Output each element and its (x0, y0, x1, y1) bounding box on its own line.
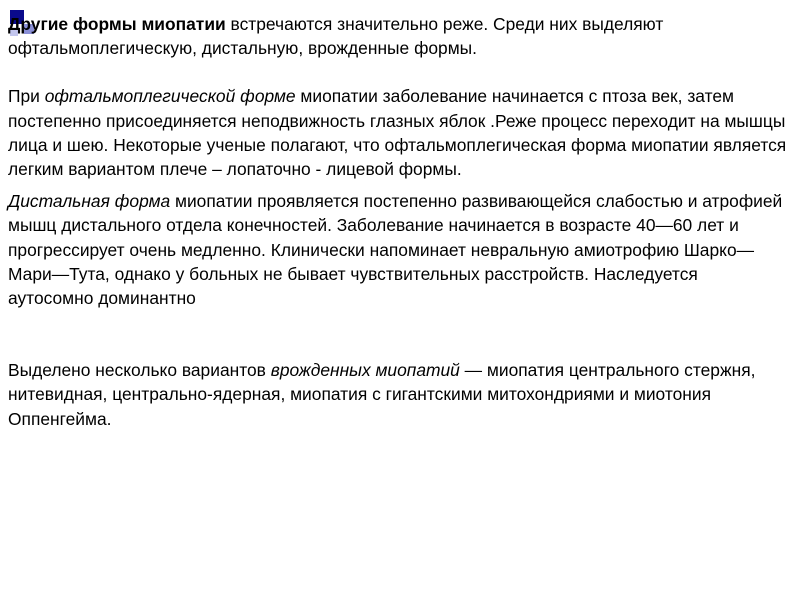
paragraph-other-forms (8, 12, 788, 60)
term-ophthalmoplegic-form: офтальмоплегической форме (44, 86, 296, 107)
paragraph-ophthalmoplegic (8, 84, 788, 181)
paragraph-distal-text: миопатии проявляется постепенно развивающейся слабостью и атрофией мышц дистального отдела конечностей. Заболевание начинается в возрасте 40—60 лет и прогрессирует очень медленно. Клинически напоминает невральную амиотрофию Шарко—Мари—Тута, однако у больных не бывает чувствительных расстройств. Наследуется аутосомно доминантно (8, 191, 783, 309)
paragraph-congenital-pre: Выделено несколько вариантов (8, 360, 271, 381)
heading-other-forms: Другие формы миопатии (8, 14, 226, 34)
paragraph-congenital (8, 358, 788, 431)
paragraph-congenital-text: — миопатия центрального стержня, нитевидная, центрально-ядерная, миопатия с гигантскими митохондриями и миотония Оппенгейма. (8, 360, 756, 429)
paragraph-ophthalmoplegic-text: миопатии заболевание начинается с птоза век, затем постепенно присоединяется неподвижность глазных яблок .Реже процесс переходит на мышцы лица и шею. Некоторые ученые полагают, что офтальмоплегическая форма миопатии является легким вариантом плече – лопаточно - лицевой формы. (8, 86, 787, 180)
paragraph-distal (8, 189, 788, 310)
paragraph-other-forms-text: встречаются значительно реже. Среди них выделяют офтальмоплегическую, дистальную, врожденные формы. (8, 14, 664, 59)
paragraph-ophthalmoplegic-pre: При (8, 86, 45, 107)
term-distal-form: Дистальная форма (8, 191, 171, 212)
slide-body (8, 12, 788, 431)
term-congenital-myopathies: врожденных миопатий (270, 360, 460, 381)
